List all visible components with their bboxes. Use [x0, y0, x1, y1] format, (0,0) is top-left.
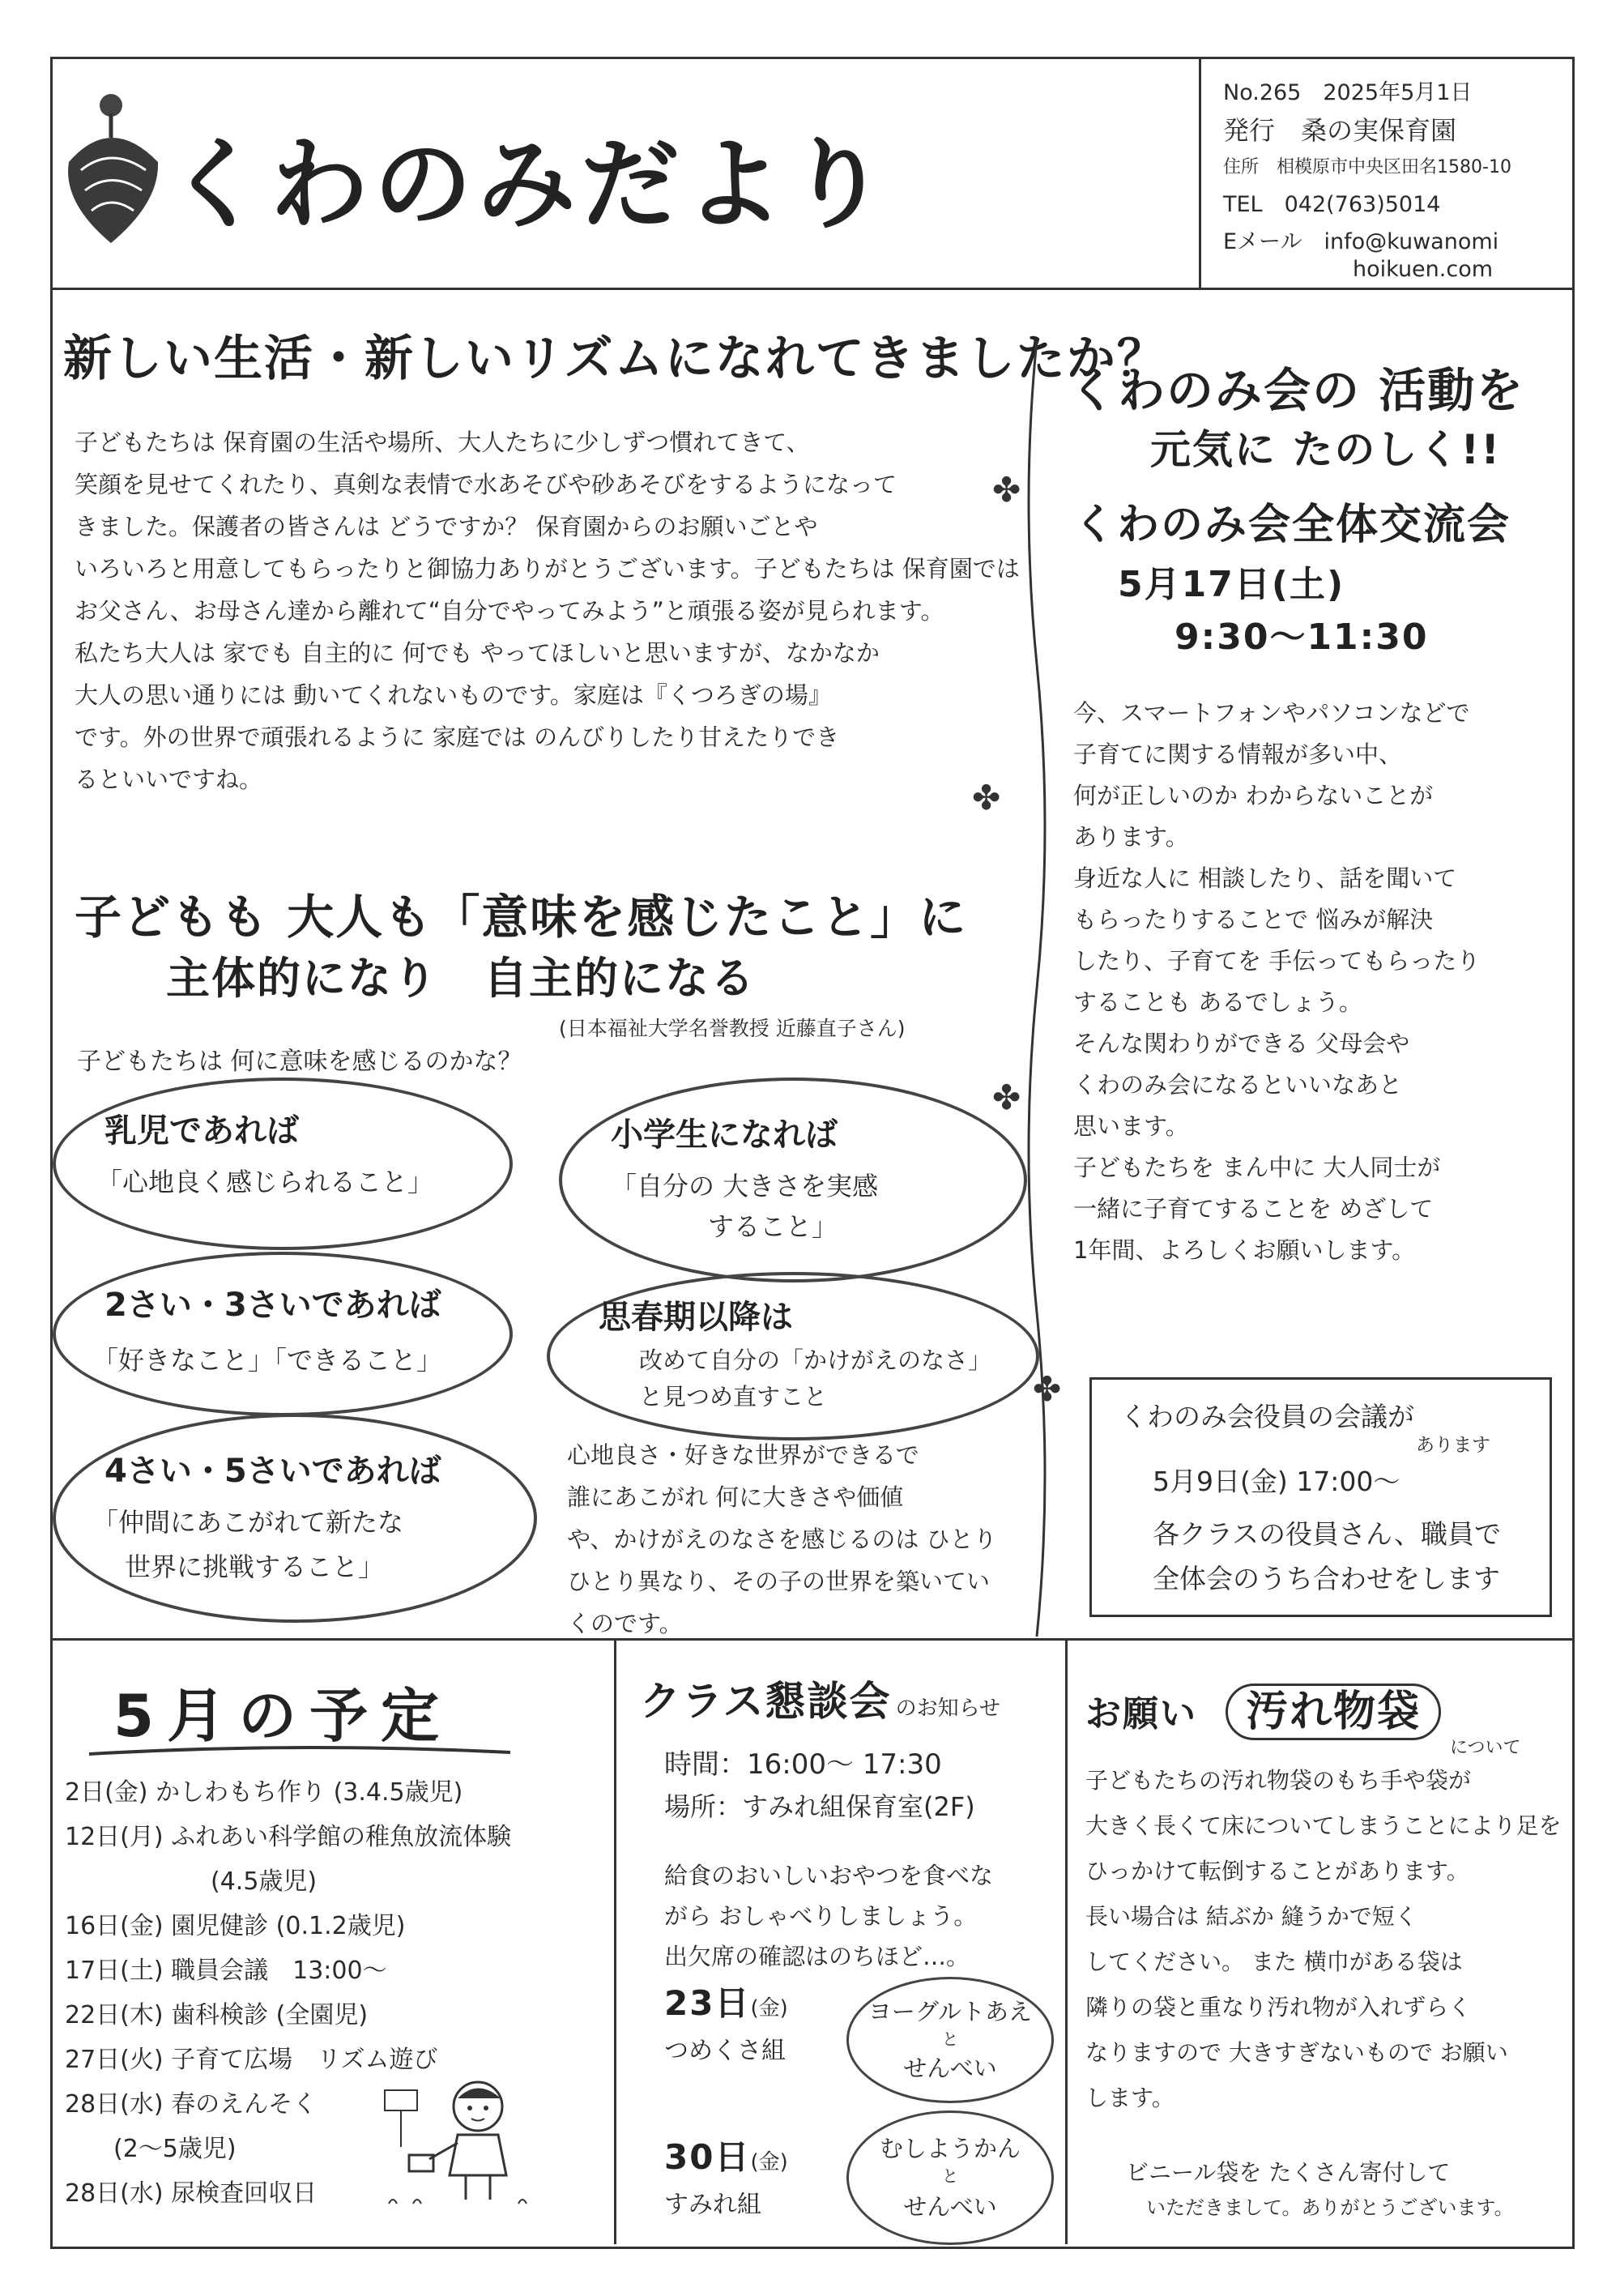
bubble-infant-text: 「心地良く感じられること」	[96, 1167, 434, 1197]
schedule-item: 27日(火) 子育て広場 リズム遊び	[65, 2046, 438, 2074]
kuwanomikai-line: 身近な人に 相談したり、話を聞いて	[1073, 864, 1457, 892]
bubble-age-2-3-title: 2さい・3さいであれば	[104, 1287, 441, 1324]
konwakai-heading-row	[640, 1669, 1000, 1727]
clover-icon: ✤	[1033, 1369, 1062, 1409]
acorn-icon	[61, 89, 166, 251]
closing-line: 心地良さ・好きな世界ができるで	[567, 1441, 919, 1469]
schedule-item: 17日(土) 職員会議 13:00〜	[65, 1957, 387, 1985]
kuwanomikai-line: そんな関わりができる 父母会や	[1073, 1030, 1410, 1057]
konwakai-note	[664, 1855, 1053, 1977]
request-thanks-line2: いただきまして。ありがとうございます。	[1146, 2196, 1514, 2219]
request-line: します。	[1085, 2085, 1174, 2111]
lead-line: です。外の世界で頑張れるように 家庭では のんびりしたり甘えたりでき	[75, 723, 840, 751]
schedule-item: 12日(月) ふれあい科学館の稚魚放流体験	[65, 1823, 512, 1851]
request-line: なりますので 大きすぎないもので お願い	[1085, 2039, 1508, 2066]
bubble-age-4-5-text1: 「仲間にあこがれて新たな	[92, 1507, 404, 1538]
kuwanomikai-line: 1年間、よろしくお願いします。	[1073, 1236, 1416, 1264]
snack-line2: と	[942, 2029, 958, 2049]
kuwanomikai-line: もらったりすることで 悩みが解決	[1073, 906, 1434, 933]
schedule-item: 28日(水) 春のえんそく	[65, 2090, 318, 2119]
publisher-name: 桑の実保育園	[1301, 115, 1457, 146]
session-class: つめくさ組	[664, 2037, 786, 2065]
snack-bubble-1	[846, 1977, 1054, 2103]
lead-line: いろいろと用意してもらったりと御協力ありがとうございます。子どもたちは 保育園では	[75, 555, 1020, 583]
bubble-elementary-title: 小学生になれば	[611, 1116, 838, 1154]
meeting-notice-box	[1089, 1377, 1552, 1617]
request-line: 隣りの袋と重なり汚れ物が入れずらく	[1085, 1994, 1472, 2021]
schedule-heading: 5月の予定	[113, 1682, 453, 1750]
kuwanomikai-heading-line2: 元気に たのしく!!	[1150, 426, 1502, 473]
clover-icon: ✤	[992, 1078, 1021, 1117]
snack-line1: ヨーグルトあえ	[868, 1998, 1033, 2025]
meaning-heading-line2: 主体的になり 自主的になる	[166, 953, 756, 1004]
meeting-desc-line1: 各クラスの役員さん、職員で	[1153, 1518, 1501, 1550]
konwakai-note-line: 出欠席の確認はのちほど…。	[664, 1943, 970, 1970]
request-heading-suffix: について	[1450, 1738, 1521, 1758]
child-watering-illustration	[381, 2074, 543, 2212]
closing-line: や、かけがえのなさを感じるのは ひとり	[567, 1526, 997, 1553]
kuwanomikai-line: 一緒に子育てすることを めざして	[1073, 1195, 1434, 1223]
lead-heading: 新しい生活・新しいリズムになれてきましたか？	[63, 331, 1167, 387]
lead-line: 大人の思い通りには 動いてくれないものです。家庭は『くつろぎの場』	[75, 681, 832, 709]
session-dow: (金)	[750, 1996, 788, 2021]
snack-bubble-2	[846, 2110, 1054, 2245]
kuwanomikai-line: 子育てに関する情報が多い中、	[1073, 740, 1403, 768]
meaning-question: 子どもたちは 何に意味を感じるのかな？	[77, 1048, 522, 1076]
session-dow: (金)	[750, 2150, 788, 2174]
session-date: 23日	[664, 1983, 751, 2023]
request-heading: 汚れ物袋	[1226, 1684, 1441, 1740]
lead-line: 笑顔を見せてくれたり、真剣な表情で水あそびや砂あそびをするようになって	[75, 471, 897, 498]
request-line: 大きく長くて床についてしまうことにより足を	[1085, 1812, 1562, 1839]
bottom-col-divider-2	[1065, 1638, 1068, 2244]
bubble-elementary-text2: すること」	[708, 1211, 838, 1242]
lead-line: きました。保護者の皆さんは どうですか？ 保育園からのお願いごとや	[75, 513, 818, 540]
meeting-sub: あります	[1416, 1435, 1490, 1456]
snack-line3: せんべい	[903, 2055, 997, 2082]
schedule-item: 28日(水) 尿検査回収日	[65, 2179, 318, 2208]
konwakai-time-label: 時間：	[664, 1748, 747, 1781]
email-label: Eメール	[1223, 229, 1302, 254]
session-date: 30日	[664, 2137, 751, 2177]
meaning-credit: (日本福祉大学名誉教授 近藤直子さん)	[559, 1017, 906, 1040]
request-line: してください。 また 横巾がある袋は	[1085, 1948, 1463, 1975]
bottom-section-divider	[50, 1638, 1572, 1641]
kuwanomikai-line: 子どもたちを まん中に 大人同士が	[1073, 1154, 1441, 1181]
schedule-item: 2日(金) かしわもち作り (3.4.5歳児)	[65, 1778, 463, 1807]
bubble-adolescence	[547, 1272, 1039, 1440]
konwakai-session-2	[664, 2131, 788, 2220]
clover-icon: ✤	[972, 778, 1001, 817]
schedule-item: (2〜5歳児)	[65, 2135, 237, 2163]
konwakai-session-1	[664, 1977, 788, 2066]
bubble-elementary	[559, 1078, 1027, 1282]
newsletter-title: くわのみだより	[166, 127, 892, 242]
lead-line: るといいですね。	[75, 766, 263, 793]
bubble-adolescence-text1: 改めて自分の「かけがえのなさ」	[639, 1346, 992, 1374]
schedule-item: 16日(金) 園児健診 (0.1.2歳児)	[65, 1912, 406, 1940]
clover-icon: ✤	[992, 470, 1021, 510]
kuwanomikai-event: くわのみ会全体交流会	[1073, 501, 1511, 549]
email-line1: info@kuwanomi	[1324, 229, 1499, 254]
schedule-heading-underline	[89, 1738, 510, 1762]
bubble-age-4-5-text2: 世界に挑戦すること」	[125, 1551, 385, 1582]
vine-divider	[1004, 340, 1069, 1637]
bottom-col-divider-1	[614, 1638, 616, 2244]
session-class: すみれ組	[664, 2191, 761, 2219]
request-heading-prefix: お願い	[1085, 1693, 1197, 1735]
bubble-age-4-5-title: 4さい・5さいであれば	[104, 1453, 441, 1490]
kuwanomikai-line: くわのみ会になるといいなあと	[1073, 1071, 1403, 1099]
bubble-infant	[53, 1078, 513, 1250]
bubble-age-2-3	[53, 1252, 513, 1416]
snack-line1: むしようかん	[879, 2135, 1021, 2162]
meaning-heading-line1: 子どもも 大人も「意味を感じたこと」に	[75, 890, 968, 945]
address-label: 住所	[1223, 157, 1260, 177]
kuwanomikai-event-time: 9:30〜11:30	[1174, 617, 1429, 658]
request-line: 子どもたちの汚れ物袋のもち手や袋が	[1085, 1767, 1472, 1794]
kuwanomikai-line: することも あるでしょう。	[1073, 988, 1362, 1016]
request-line: 長い場合は 結ぶか 縫うかで短く	[1085, 1903, 1418, 1930]
snack-line3: せんべい	[903, 2193, 997, 2221]
tel-number: 042(763)5014	[1284, 192, 1441, 217]
request-thanks-line1: ビニール袋を たくさん寄付して	[1126, 2159, 1451, 2186]
bubble-adolescence-text2: と見つめ直すこと	[639, 1383, 828, 1410]
kuwanomikai-line: したり、子育てを 手伝ってもらったり	[1073, 947, 1481, 975]
lead-line: お父さん、お母さん達から離れて“自分でやってみよう”と頑張る姿が見られます。	[75, 597, 944, 625]
meeting-date: 5月9日(金) 17:00〜	[1153, 1466, 1400, 1497]
konwakai-note-line: 給食のおいしいおやつを食べな	[664, 1862, 994, 1889]
request-line: ひっかけて転倒することがあります。	[1085, 1858, 1469, 1884]
kuwanomikai-paragraph	[1073, 693, 1559, 1271]
konwakai-time: 16:00〜 17:30	[747, 1748, 942, 1781]
lead-paragraph	[75, 421, 1047, 800]
closing-line: くのです。	[567, 1610, 683, 1637]
meeting-title: くわのみ会役員の会議が	[1120, 1401, 1414, 1432]
konwakai-place-label: 場所：	[664, 1791, 743, 1822]
publisher-label: 発行	[1223, 115, 1276, 146]
kuwanomikai-line: あります。	[1073, 823, 1189, 851]
meeting-desc-line2: 全体会のうち合わせをします	[1153, 1563, 1500, 1594]
lead-line: 私たち大人は 家でも 自主的に 何でも やってほしいと思いますが、なかなか	[75, 639, 880, 667]
bubble-age-2-3-text: 「好きなこと」「できること」	[92, 1345, 443, 1376]
lead-line: 子どもたちは 保育園の生活や場所、大人たちに少しずつ慣れてきて、	[75, 429, 810, 456]
address: 相模原市中央区田名1580-10	[1277, 157, 1511, 177]
closing-line: ひとり異なり、その子の世界を築いてい	[567, 1568, 991, 1595]
snack-line2: と	[942, 2166, 958, 2186]
kuwanomikai-event-date: 5月17日(土)	[1118, 564, 1345, 605]
closing-line: 誰にあこがれ 何に大きさや価値	[567, 1483, 904, 1511]
request-paragraph	[1085, 1758, 1563, 2121]
bubble-infant-title: 乳児であれば	[104, 1112, 299, 1150]
konwakai-place-row	[664, 1786, 975, 1824]
issue-number: No.265	[1223, 80, 1302, 105]
konwakai-place: すみれ組保育室(2F)	[742, 1791, 975, 1822]
schedule-item: (4.5歳児)	[65, 1867, 318, 1896]
tel-label: TEL	[1223, 192, 1263, 217]
kuwanomikai-line: 何が正しいのか わからないことが	[1073, 782, 1434, 809]
email-line2: hoikuen.com	[1353, 257, 1494, 282]
konwakai-heading-suffix: のお知らせ	[895, 1696, 1000, 1721]
schedule-item: 22日(木) 歯科検診 (全園児)	[65, 2001, 369, 2029]
kuwanomikai-line: 今、スマートフォンやパソコンなどで	[1073, 699, 1470, 727]
bubble-adolescence-title: 思春期以降は	[599, 1299, 793, 1336]
kuwanomikai-line: 思います。	[1073, 1112, 1189, 1140]
konwakai-note-line: がら おしゃべりしましょう。	[664, 1902, 978, 1930]
request-heading-row	[1085, 1677, 1441, 1738]
issue-date: 2025年5月1日	[1323, 80, 1473, 105]
masthead-vertical-divider	[1199, 57, 1201, 290]
kuwanomikai-heading-line1: くわのみ会の 活動を	[1069, 363, 1525, 418]
masthead-info	[1223, 75, 1563, 288]
bubble-elementary-text1: 「自分の 大きさを実感	[611, 1171, 879, 1201]
konwakai-time-row	[664, 1742, 942, 1782]
konwakai-heading: クラス懇談会	[640, 1678, 892, 1725]
bubble-age-4-5	[53, 1414, 537, 1623]
meaning-closing	[567, 1434, 1037, 1645]
